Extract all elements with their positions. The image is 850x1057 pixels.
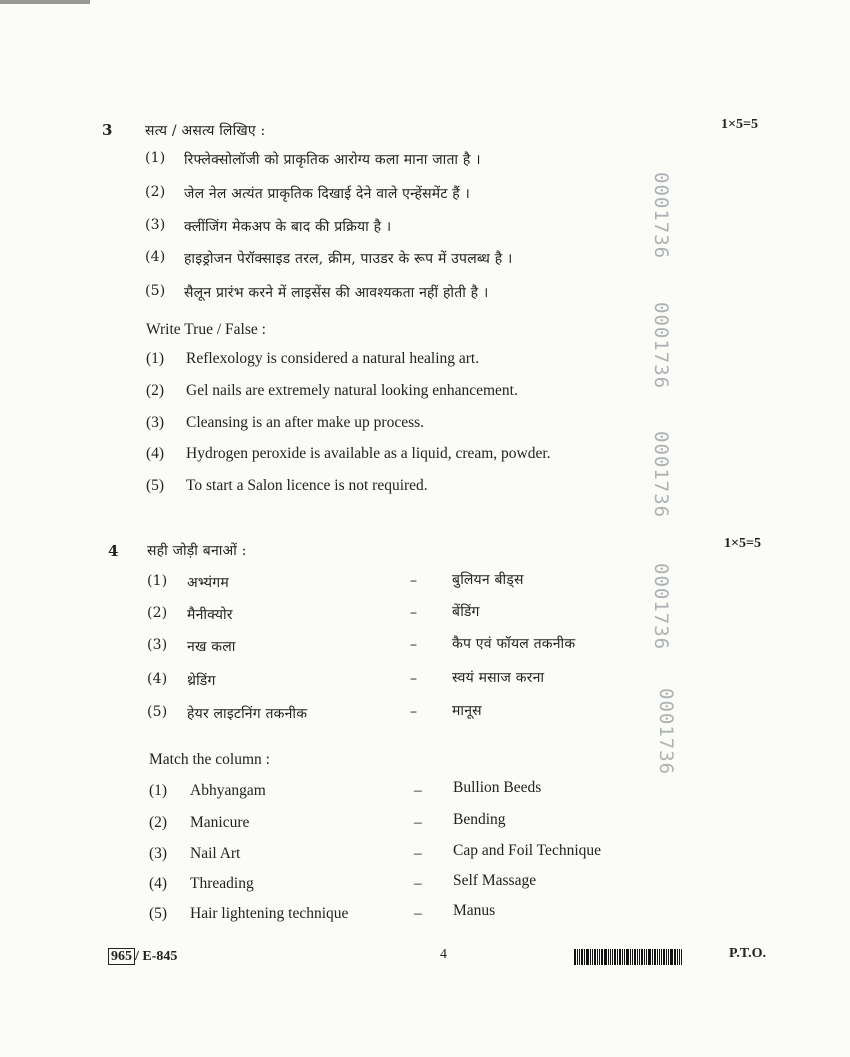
serial-stamp: 0001736: [650, 563, 672, 651]
list-item-text: Gel nails are extremely natural looking enhancement.: [186, 382, 518, 399]
match-left-item: Threading: [190, 875, 254, 892]
match-right-item: Manus: [453, 902, 496, 919]
barcode-bar: [657, 949, 658, 965]
match-right-item: बुलियन बीड्स: [452, 572, 524, 588]
match-right-item: स्वयं मसाज करना: [452, 670, 545, 686]
list-item-text: Cleansing is an after make up process.: [186, 414, 425, 431]
barcode-bar: [601, 949, 603, 965]
list-item-number: (4): [146, 445, 165, 462]
match-left-item: नख कला: [187, 639, 236, 655]
barcode-bar: [641, 949, 643, 965]
question-4-marks: 1×5=5: [724, 536, 761, 551]
serial-stamp: 0001736: [650, 431, 672, 519]
barcode-bar: [679, 949, 680, 965]
match-left-item: Nail Art: [190, 845, 241, 862]
match-left-item: मैनीक्योर: [187, 607, 233, 623]
match-right-item: Cap and Foil Technique: [453, 842, 602, 859]
barcode-bar: [584, 949, 585, 965]
list-item-number: (3): [146, 414, 165, 431]
barcode-bar: [592, 949, 593, 965]
barcode-bar: [681, 949, 682, 965]
barcode-bar: [574, 949, 576, 965]
match-dash: –: [414, 875, 422, 892]
list-item-text: Reflexology is considered a natural healing art.: [186, 350, 480, 367]
list-item-number: (2): [146, 382, 165, 399]
match-right-item: कैप एवं फॉयल तकनीक: [452, 636, 576, 652]
list-item-text: हाइड्रोजन पेरॉक्साइड तरल, क्रीम, पाउडर के रूप में उपलब्ध है ।: [184, 251, 513, 267]
match-left-item: अभ्यंगम: [187, 575, 229, 591]
match-dash: –: [410, 671, 418, 687]
match-dash: –: [410, 573, 418, 589]
match-right-item: Bending: [453, 811, 506, 828]
barcode-bar: [652, 949, 653, 965]
list-item-number: (1): [146, 350, 165, 367]
barcode-bar: [670, 949, 673, 965]
barcode-bar: [619, 949, 621, 965]
match-right-item: बेंडिंग: [452, 604, 480, 620]
barcode-bar: [663, 949, 665, 965]
barcode-bar: [617, 949, 618, 965]
match-row-number: (5): [147, 704, 168, 720]
barcode-bar: [624, 949, 625, 965]
match-dash: –: [414, 814, 422, 831]
match-row-number: (4): [147, 671, 168, 687]
barcode-bar: [668, 949, 669, 965]
match-row-number: (3): [147, 637, 168, 653]
list-item-text: जेल नेल अत्यंत प्राकृतिक दिखाई देने वाले एन्हेंसमेंट हैं ।: [184, 186, 471, 202]
barcode-bar: [632, 949, 633, 965]
list-item-number: (2): [145, 184, 166, 200]
question-4-number: 4: [108, 542, 119, 560]
barcode-bar: [622, 949, 623, 965]
barcode-bar: [626, 949, 629, 965]
paper-code: [108, 949, 177, 965]
page-number: 4: [440, 947, 447, 962]
list-item-number: (5): [146, 477, 165, 494]
match-dash: –: [414, 782, 422, 799]
match-right-item: Bullion Beeds: [453, 779, 542, 796]
barcode-bar: [646, 949, 647, 965]
match-row-number: (1): [147, 573, 168, 589]
list-item-text: सैलून प्रारंभ करने में लाइसेंस की आवश्यकता नहीं होती है ।: [184, 285, 489, 301]
match-right-item: मानूस: [452, 703, 482, 719]
barcode-bar: [661, 949, 662, 965]
paper-code-rest: / E-845: [135, 949, 178, 964]
match-left-item: थ्रेडिंग: [187, 673, 216, 689]
match-right-item: Self Massage: [453, 872, 537, 889]
barcode-bar: [639, 949, 640, 965]
barcode-bar: [581, 949, 583, 965]
barcode-image: [574, 949, 683, 965]
list-item-number: (5): [145, 283, 166, 299]
match-row-number: (5): [149, 905, 168, 922]
question-3-english-prompt: Write True / False :: [146, 321, 266, 338]
list-item-text: क्लींजिंग मेकअप के बाद की प्रक्रिया है ।: [184, 219, 392, 235]
match-dash: –: [414, 845, 422, 862]
list-item-text: रिफ्लेक्सोलॉजी को प्राकृतिक आरोग्य कला माना जाता है ।: [184, 152, 481, 168]
barcode-bar: [608, 949, 609, 965]
barcode-bar: [597, 949, 598, 965]
list-item-number: (4): [145, 249, 166, 265]
barcode-bar: [594, 949, 596, 965]
match-dash: –: [410, 704, 418, 720]
barcode-bar: [630, 949, 631, 965]
question-4-english-prompt: Match the column :: [149, 751, 270, 768]
barcode-bar: [599, 949, 600, 965]
paper-code-boxed: 965: [108, 948, 135, 965]
match-dash: –: [414, 905, 422, 922]
match-row-number: (4): [149, 875, 168, 892]
question-4-hindi-prompt: सही जोड़ी बनाओं :: [147, 543, 247, 559]
barcode-bar: [577, 949, 578, 965]
match-row-number: (3): [149, 845, 168, 862]
barcode-bar: [637, 949, 638, 965]
barcode-bar: [586, 949, 589, 965]
list-item-text: Hydrogen peroxide is available as a liquid, cream, powder.: [186, 445, 551, 462]
question-3-hindi-prompt: सत्य / असत्य लिखिए :: [145, 123, 266, 139]
question-3-number: 3: [102, 121, 113, 139]
barcode-bar: [654, 949, 656, 965]
match-left-item: Abhyangam: [190, 782, 266, 799]
match-left-item: हेयर लाइटनिंग तकनीक: [187, 706, 308, 722]
serial-stamp: 0001736: [655, 688, 677, 776]
match-left-item: Manicure: [190, 814, 250, 831]
barcode-bar: [659, 949, 660, 965]
question-3-marks: 1×5=5: [721, 117, 758, 132]
barcode-bar: [644, 949, 645, 965]
barcode-bar: [648, 949, 651, 965]
barcode-bar: [604, 949, 607, 965]
barcode-bar: [590, 949, 591, 965]
match-dash: –: [410, 605, 418, 621]
barcode-bar: [579, 949, 580, 965]
barcode-bar: [666, 949, 667, 965]
barcode-bar: [612, 949, 613, 965]
barcode-bar: [614, 949, 616, 965]
list-item-text: To start a Salon licence is not required.: [186, 477, 428, 494]
match-row-number: (1): [149, 782, 168, 799]
pto-label: P.T.O.: [729, 946, 766, 961]
barcode-bar: [677, 949, 678, 965]
match-left-item: Hair lightening technique: [190, 905, 349, 922]
barcode-bar: [634, 949, 636, 965]
serial-stamp: 0001736: [650, 172, 672, 260]
list-item-number: (3): [145, 217, 166, 233]
scan-edge-mark: [0, 0, 90, 4]
match-dash: –: [410, 637, 418, 653]
barcode-bar: [610, 949, 611, 965]
barcode-bar: [674, 949, 676, 965]
serial-stamp: 0001736: [650, 302, 672, 390]
match-row-number: (2): [149, 814, 168, 831]
list-item-number: (1): [145, 150, 166, 166]
match-row-number: (2): [147, 605, 168, 621]
